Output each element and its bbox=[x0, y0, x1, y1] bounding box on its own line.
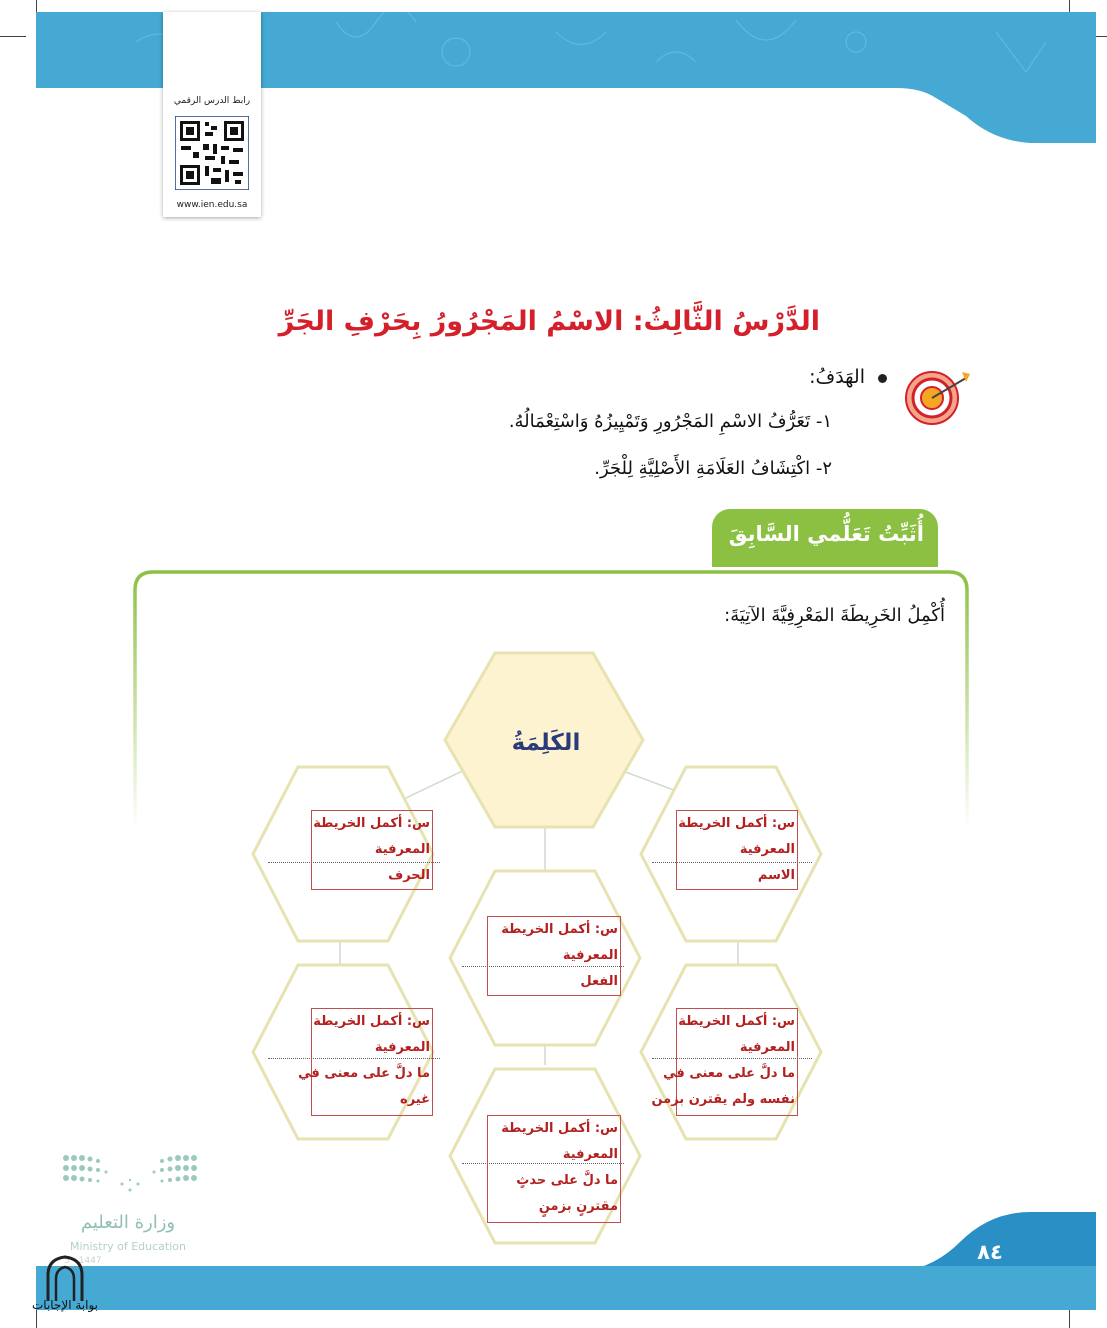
qr-label: رابط الدرس الرقمي bbox=[173, 96, 251, 106]
answer-line: المعرفية bbox=[374, 842, 430, 857]
watermark-text: بوابة الإجابات bbox=[31, 1298, 98, 1312]
answer-line: س: أكمل الخريطة bbox=[313, 816, 430, 831]
answer-line: مقترنٍ بزمنٍ bbox=[538, 1199, 618, 1214]
answer-line: الفعل bbox=[580, 974, 618, 989]
answer-line: س: أكمل الخريطة bbox=[678, 1014, 795, 1029]
crop-mark bbox=[0, 36, 26, 37]
answer-line: المعرفية bbox=[562, 1147, 618, 1162]
answer-box-harf-def bbox=[298, 1008, 433, 1116]
qr-card[interactable] bbox=[163, 12, 261, 217]
answer-line: س: أكمل الخريطة bbox=[678, 816, 795, 831]
ministry-year: 5 - 1447 bbox=[64, 1256, 102, 1266]
answer-box-harf bbox=[311, 810, 433, 890]
center-label: الكَلِمَةُ bbox=[511, 730, 581, 756]
answer-line: غيره bbox=[400, 1092, 430, 1107]
section-tab-label: أُثَبِّتُ تَعَلُّمي السَّابِقَ bbox=[728, 522, 924, 546]
goal-bullet bbox=[878, 374, 887, 383]
page-number: ٨٤ bbox=[977, 1240, 1003, 1264]
section-tab bbox=[712, 509, 938, 567]
answer-box-fiel bbox=[487, 916, 621, 996]
instruction-text: أُكْمِلُ الخَرِيطَةَ المَعْرِفِيَّةَ الآتِيَةَ: bbox=[724, 605, 945, 626]
qr-url-link[interactable]: www.ien.edu.sa bbox=[176, 200, 248, 210]
lesson-title: الدَّرْسُ الثَّالِثُ: الاسْمُ المَجْرُورُ بِحَرْفِ الجَرِّ bbox=[278, 306, 820, 337]
goal-label: الهَدَفُ: bbox=[809, 366, 865, 388]
answer-line: الاسم bbox=[757, 868, 795, 883]
answer-line: ما دلَّ على معنى في bbox=[298, 1066, 430, 1081]
answer-box-ism bbox=[676, 810, 798, 890]
answer-line: س: أكمل الخريطة bbox=[313, 1014, 430, 1029]
objective-2: ٢- اكْتِشَافُ العَلَامَةِ الأَصْلِيَّةِ لِلْجَرِّ. bbox=[594, 458, 832, 479]
answer-line: ما دلَّ على معنى في bbox=[663, 1066, 795, 1081]
objective-1: ١- تَعَرُّفُ الاسْمِ المَجْرُورِ وَتَمْيِيزُهُ وَاسْتِعْمَالُهُ. bbox=[508, 411, 832, 432]
answer-line: ما دلَّ على حدثٍ bbox=[516, 1173, 618, 1188]
answer-line: المعرفية bbox=[739, 842, 795, 857]
answer-line: المعرفية bbox=[739, 1040, 795, 1055]
target-icon bbox=[904, 368, 974, 426]
answer-box-ism-def bbox=[651, 1008, 798, 1116]
gate-icon bbox=[44, 1255, 86, 1301]
answer-line: المعرفية bbox=[562, 948, 618, 963]
ministry-name-ar: وزارة التعليم bbox=[80, 1212, 176, 1233]
answer-line: نفسه ولم يقترن بزمن bbox=[651, 1092, 795, 1107]
answer-line: س: أكمل الخريطة bbox=[501, 1121, 618, 1136]
answer-box-fiel-def bbox=[487, 1115, 621, 1223]
answer-line: الحرف bbox=[388, 868, 430, 883]
qr-code-icon[interactable] bbox=[175, 116, 249, 190]
ministry-logo-icon bbox=[62, 1154, 198, 1196]
bottom-banner bbox=[36, 1266, 1096, 1310]
answer-line: س: أكمل الخريطة bbox=[501, 922, 618, 937]
ministry-name-en: Ministry of Education bbox=[69, 1240, 186, 1253]
answer-line: المعرفية bbox=[374, 1040, 430, 1055]
